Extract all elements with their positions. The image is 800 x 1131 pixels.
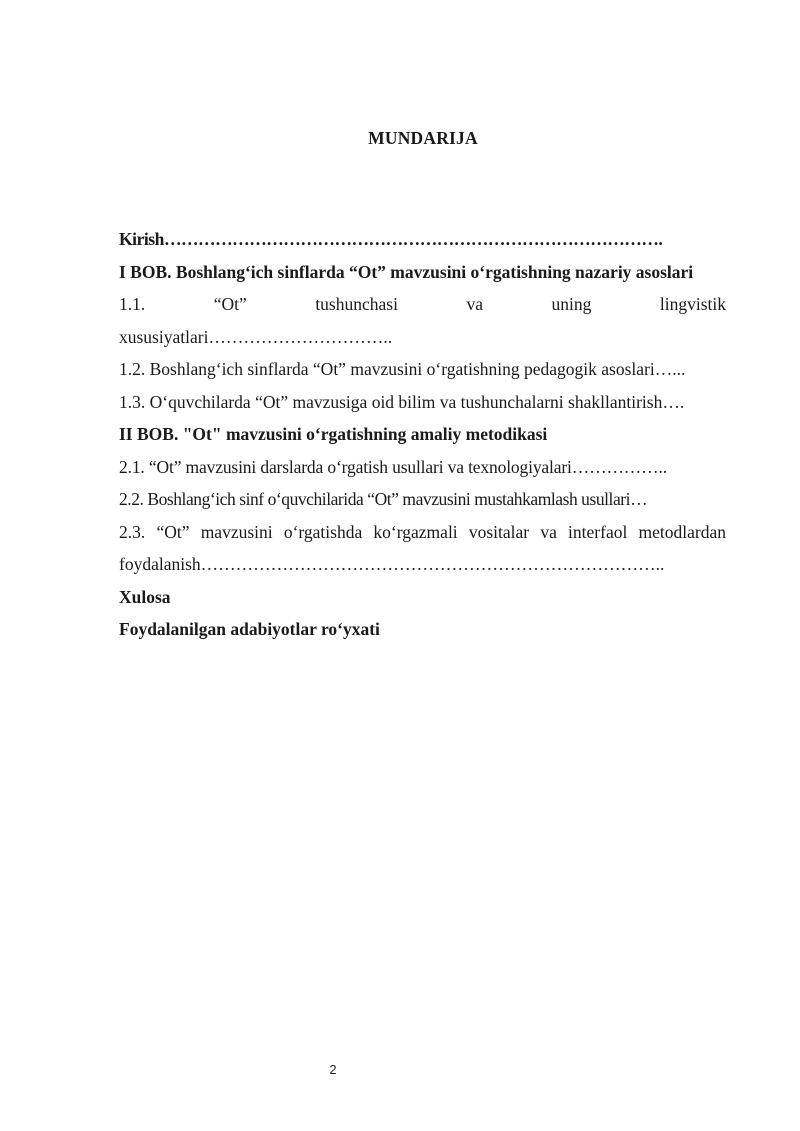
toc-entry-2-3: 2.3. “Ot” mavzusini o‘rgatishda ko‘rgazmali vositalar va interfaol metodlardan foydalanish……………………………………………………………………..	[119, 521, 726, 574]
page-title: MUNDARIJA	[368, 128, 478, 148]
toc-entry-1-1-continued: xususiyatlari…………………………..	[119, 326, 393, 347]
toc-entry-1-2: 1.2. Boshlang‘ich sinflarda “Ot” mavzusini o‘rgatishning pedagogik asoslari…...	[119, 359, 686, 379]
toc-entry-references: Foydalanilgan adabiyotlar ro‘yxati	[119, 619, 380, 639]
toc-entry-2-2: 2.2. Boshlang‘ich sinf o‘quvchilarida “Ot” mavzusini mustahkamlash usullari…	[119, 489, 648, 509]
table-of-contents	[119, 223, 726, 646]
toc-entry-1-3: 1.3. O‘quvchilarda “Ot” mavzusiga oid bilim va tushunchalarni shakllantirish….	[119, 391, 685, 412]
toc-entry-conclusion: Xulosa	[119, 586, 171, 607]
toc-entry-chapter-1: I BOB. Boshlang‘ich sinflarda “Ot” mavzusini o‘rgatishning nazariy asoslari	[119, 261, 694, 282]
toc-entry-1-1: 1.1. “Ot” tushunchasi va uning lingvistik	[119, 294, 726, 314]
page-number: 2	[329, 1062, 337, 1077]
toc-entry-2-1: 2.1. “Ot” mavzusini darslarda o‘rgatish usullari va texnologiyalari……………..	[119, 456, 667, 477]
toc-entry-introduction: Kirish…………………………………………………………………………….	[119, 229, 663, 249]
toc-entry-chapter-2: II BOB. "Ot" mavzusini o‘rgatishning amaliy metodikasi	[119, 424, 548, 444]
